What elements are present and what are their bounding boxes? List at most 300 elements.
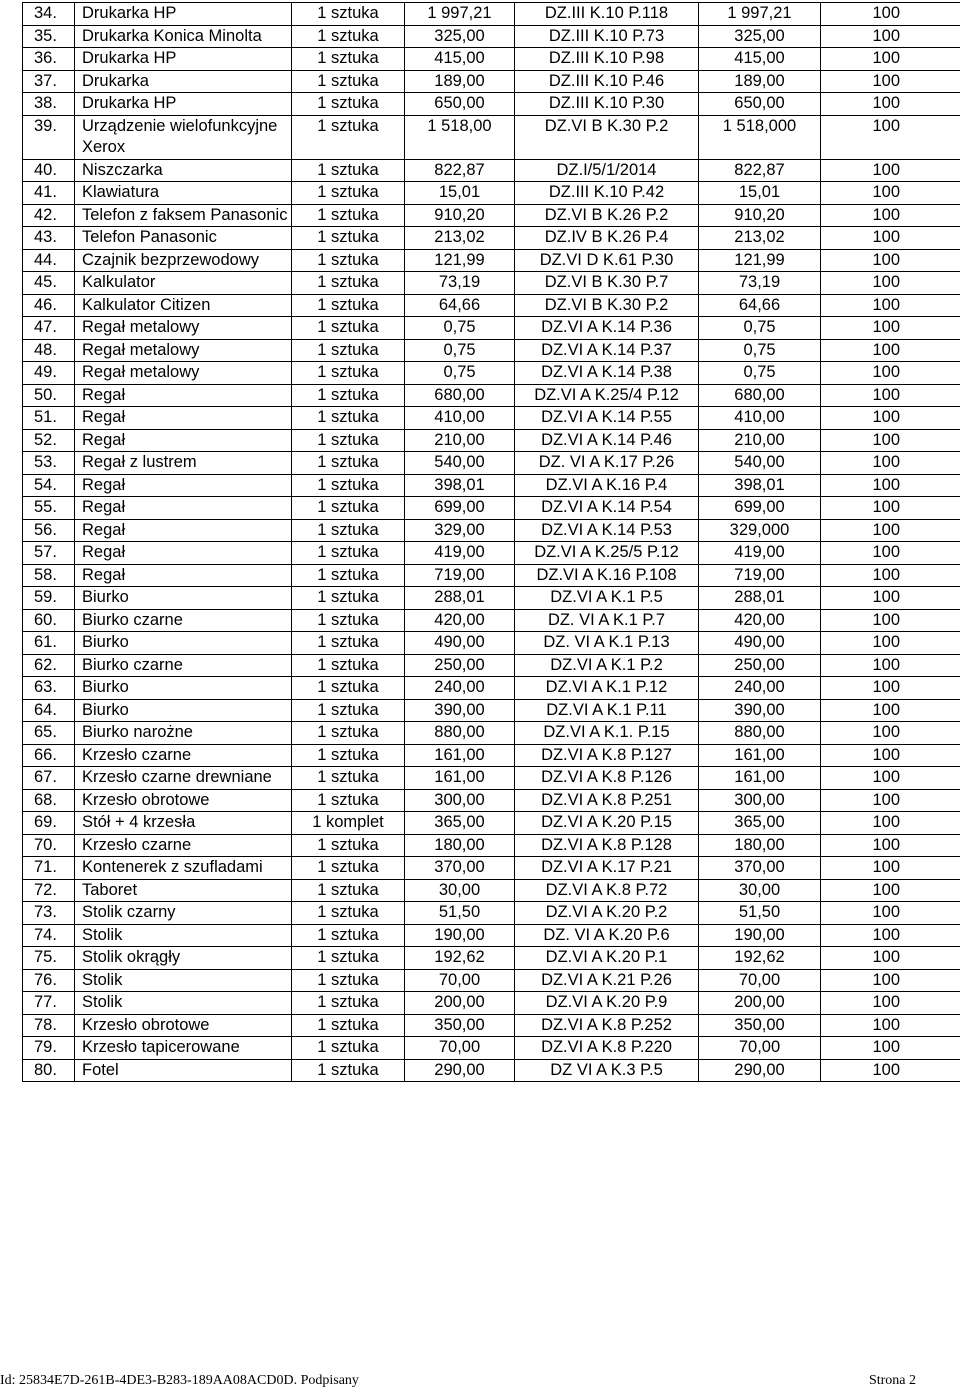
item-quantity-cell: 1 sztuka xyxy=(292,564,405,587)
item-location-cell: DZ.VI A K.8 P.126 xyxy=(515,767,699,790)
item-name-cell: Krzesło obrotowe xyxy=(75,1014,292,1037)
row-number-cell: 66. xyxy=(23,744,75,767)
item-location-cell: DZ.VI A K.1. P.15 xyxy=(515,722,699,745)
item-percent-cell: 100 xyxy=(821,947,960,970)
row-number-cell: 61. xyxy=(23,632,75,655)
item-percent-cell: 100 xyxy=(821,992,960,1015)
item-percent-cell: 100 xyxy=(821,497,960,520)
item-quantity-cell: 1 sztuka xyxy=(292,362,405,385)
row-number-cell: 71. xyxy=(23,857,75,880)
row-number-cell: 45. xyxy=(23,272,75,295)
row-number-cell: 78. xyxy=(23,1014,75,1037)
item-quantity-cell: 1 sztuka xyxy=(292,115,405,159)
item-quantity-cell: 1 sztuka xyxy=(292,227,405,250)
item-book-value-cell: 398,01 xyxy=(699,474,821,497)
item-name-cell: Biurko xyxy=(75,677,292,700)
table-row xyxy=(23,204,960,227)
item-value-cell: 719,00 xyxy=(405,564,515,587)
item-percent-cell: 100 xyxy=(821,1059,960,1082)
item-percent-cell: 100 xyxy=(821,3,960,26)
item-name-cell: Stolik xyxy=(75,992,292,1015)
row-number-cell: 44. xyxy=(23,249,75,272)
item-quantity-cell: 1 sztuka xyxy=(292,947,405,970)
item-quantity-cell: 1 sztuka xyxy=(292,249,405,272)
item-location-cell: DZ.VI A K.14 P.38 xyxy=(515,362,699,385)
item-location-cell: DZ.VI A K.16 P.108 xyxy=(515,564,699,587)
item-percent-cell: 100 xyxy=(821,429,960,452)
document-id-text: Id: 25834E7D-261B-4DE3-B283-189AA08ACD0D. Podpisany xyxy=(0,1373,359,1388)
item-percent-cell: 100 xyxy=(821,519,960,542)
item-location-cell: DZ.VI B K.26 P.2 xyxy=(515,204,699,227)
item-location-cell: DZ.I/5/1/2014 xyxy=(515,159,699,182)
item-value-cell: 325,00 xyxy=(405,25,515,48)
item-value-cell: 415,00 xyxy=(405,48,515,71)
item-book-value-cell: 419,00 xyxy=(699,542,821,565)
item-location-cell: DZ VI A K.3 P.5 xyxy=(515,1059,699,1082)
item-quantity-cell: 1 sztuka xyxy=(292,722,405,745)
item-name-cell: Stół + 4 krzesła xyxy=(75,812,292,835)
item-percent-cell: 100 xyxy=(821,294,960,317)
row-number-cell: 72. xyxy=(23,879,75,902)
inventory-table-body xyxy=(23,3,960,1082)
item-quantity-cell: 1 sztuka xyxy=(292,632,405,655)
table-row xyxy=(23,182,960,205)
row-number-cell: 67. xyxy=(23,767,75,790)
table-row xyxy=(23,70,960,93)
item-location-cell: DZ.III K.10 P.118 xyxy=(515,3,699,26)
item-value-cell: 161,00 xyxy=(405,767,515,790)
table-row xyxy=(23,1059,960,1082)
item-percent-cell: 100 xyxy=(821,339,960,362)
item-book-value-cell: 1 518,000 xyxy=(699,115,821,159)
item-name-cell: Stolik xyxy=(75,924,292,947)
item-value-cell: 1 518,00 xyxy=(405,115,515,159)
item-name-cell: Biurko xyxy=(75,587,292,610)
item-book-value-cell: 420,00 xyxy=(699,609,821,632)
item-quantity-cell: 1 sztuka xyxy=(292,519,405,542)
item-quantity-cell: 1 sztuka xyxy=(292,834,405,857)
item-book-value-cell: 30,00 xyxy=(699,879,821,902)
item-name-cell: Stolik okrągły xyxy=(75,947,292,970)
item-name-cell: Krzesło czarne xyxy=(75,744,292,767)
item-value-cell: 189,00 xyxy=(405,70,515,93)
item-location-cell: DZ.VI A K.14 P.55 xyxy=(515,407,699,430)
row-number-cell: 65. xyxy=(23,722,75,745)
item-percent-cell: 100 xyxy=(821,25,960,48)
item-value-cell: 190,00 xyxy=(405,924,515,947)
item-book-value-cell: 73,19 xyxy=(699,272,821,295)
item-quantity-cell: 1 sztuka xyxy=(292,1014,405,1037)
item-quantity-cell: 1 sztuka xyxy=(292,182,405,205)
row-number-cell: 47. xyxy=(23,317,75,340)
item-name-cell: Telefon Panasonic xyxy=(75,227,292,250)
item-percent-cell: 100 xyxy=(821,902,960,925)
item-value-cell: 0,75 xyxy=(405,362,515,385)
item-value-cell: 73,19 xyxy=(405,272,515,295)
page-number: Strona 2 xyxy=(868,1373,916,1388)
item-location-cell: DZ.VI D K.61 P.30 xyxy=(515,249,699,272)
item-percent-cell: 100 xyxy=(821,249,960,272)
item-percent-cell: 100 xyxy=(821,767,960,790)
table-row xyxy=(23,474,960,497)
item-quantity-cell: 1 sztuka xyxy=(292,767,405,790)
table-row xyxy=(23,452,960,475)
item-value-cell: 880,00 xyxy=(405,722,515,745)
item-location-cell: DZ.III K.10 P.46 xyxy=(515,70,699,93)
table-row xyxy=(23,744,960,767)
item-percent-cell: 100 xyxy=(821,159,960,182)
item-name-cell: Kontenerek z szufladami xyxy=(75,857,292,880)
item-name-cell: Klawiatura xyxy=(75,182,292,205)
item-book-value-cell: 0,75 xyxy=(699,317,821,340)
item-location-cell: DZ.IV B K.26 P.4 xyxy=(515,227,699,250)
item-value-cell: 200,00 xyxy=(405,992,515,1015)
table-row xyxy=(23,992,960,1015)
row-number-cell: 70. xyxy=(23,834,75,857)
item-location-cell: DZ.VI A K.8 P.251 xyxy=(515,789,699,812)
item-value-cell: 329,00 xyxy=(405,519,515,542)
item-name-cell: Kalkulator Citizen xyxy=(75,294,292,317)
item-percent-cell: 100 xyxy=(821,564,960,587)
item-percent-cell: 100 xyxy=(821,699,960,722)
table-row xyxy=(23,812,960,835)
item-name-cell: Krzesło czarne xyxy=(75,834,292,857)
row-number-cell: 42. xyxy=(23,204,75,227)
item-book-value-cell: 822,87 xyxy=(699,159,821,182)
row-number-cell: 80. xyxy=(23,1059,75,1082)
row-number-cell: 50. xyxy=(23,384,75,407)
item-value-cell: 910,20 xyxy=(405,204,515,227)
item-percent-cell: 100 xyxy=(821,654,960,677)
item-percent-cell: 100 xyxy=(821,227,960,250)
table-row xyxy=(23,159,960,182)
item-book-value-cell: 325,00 xyxy=(699,25,821,48)
table-row xyxy=(23,25,960,48)
item-value-cell: 420,00 xyxy=(405,609,515,632)
item-name-cell: Kalkulator xyxy=(75,272,292,295)
item-book-value-cell: 329,000 xyxy=(699,519,821,542)
item-percent-cell: 100 xyxy=(821,609,960,632)
table-row xyxy=(23,362,960,385)
item-location-cell: DZ.VI A K.1 P.12 xyxy=(515,677,699,700)
item-name-cell: Krzesło obrotowe xyxy=(75,789,292,812)
item-value-cell: 161,00 xyxy=(405,744,515,767)
item-value-cell: 1 997,21 xyxy=(405,3,515,26)
item-quantity-cell: 1 sztuka xyxy=(292,3,405,26)
item-location-cell: DZ.VI A K.14 P.53 xyxy=(515,519,699,542)
row-number-cell: 64. xyxy=(23,699,75,722)
item-location-cell: DZ. VI A K.20 P.6 xyxy=(515,924,699,947)
item-value-cell: 250,00 xyxy=(405,654,515,677)
item-quantity-cell: 1 sztuka xyxy=(292,609,405,632)
item-value-cell: 70,00 xyxy=(405,969,515,992)
item-book-value-cell: 70,00 xyxy=(699,969,821,992)
item-name-cell: Czajnik bezprzewodowy xyxy=(75,249,292,272)
item-percent-cell: 100 xyxy=(821,789,960,812)
item-value-cell: 410,00 xyxy=(405,407,515,430)
item-value-cell: 540,00 xyxy=(405,452,515,475)
item-value-cell: 419,00 xyxy=(405,542,515,565)
item-location-cell: DZ.VI A K.20 P.1 xyxy=(515,947,699,970)
item-value-cell: 288,01 xyxy=(405,587,515,610)
table-row xyxy=(23,115,960,159)
row-number-cell: 52. xyxy=(23,429,75,452)
table-row xyxy=(23,587,960,610)
row-number-cell: 76. xyxy=(23,969,75,992)
row-number-cell: 63. xyxy=(23,677,75,700)
item-quantity-cell: 1 komplet xyxy=(292,812,405,835)
item-book-value-cell: 190,00 xyxy=(699,924,821,947)
table-row xyxy=(23,609,960,632)
page-footer xyxy=(0,1373,960,1393)
item-value-cell: 121,99 xyxy=(405,249,515,272)
item-location-cell: DZ.VI A K.1 P.11 xyxy=(515,699,699,722)
item-quantity-cell: 1 sztuka xyxy=(292,902,405,925)
table-row xyxy=(23,317,960,340)
item-name-cell: Biurko narożne xyxy=(75,722,292,745)
item-percent-cell: 100 xyxy=(821,70,960,93)
item-percent-cell: 100 xyxy=(821,1014,960,1037)
item-book-value-cell: 0,75 xyxy=(699,362,821,385)
table-row xyxy=(23,924,960,947)
item-quantity-cell: 1 sztuka xyxy=(292,48,405,71)
item-book-value-cell: 410,00 xyxy=(699,407,821,430)
item-book-value-cell: 1 997,21 xyxy=(699,3,821,26)
item-value-cell: 30,00 xyxy=(405,879,515,902)
item-book-value-cell: 288,01 xyxy=(699,587,821,610)
item-value-cell: 650,00 xyxy=(405,93,515,116)
item-quantity-cell: 1 sztuka xyxy=(292,1037,405,1060)
item-book-value-cell: 0,75 xyxy=(699,339,821,362)
item-name-cell: Regał xyxy=(75,519,292,542)
table-row xyxy=(23,1037,960,1060)
item-name-cell: Regał xyxy=(75,384,292,407)
item-name-cell: Stolik xyxy=(75,969,292,992)
row-number-cell: 51. xyxy=(23,407,75,430)
item-quantity-cell: 1 sztuka xyxy=(292,654,405,677)
item-location-cell: DZ.VI A K.25/4 P.12 xyxy=(515,384,699,407)
item-name-cell: Drukarka HP xyxy=(75,3,292,26)
table-row xyxy=(23,789,960,812)
item-book-value-cell: 880,00 xyxy=(699,722,821,745)
item-percent-cell: 100 xyxy=(821,272,960,295)
table-row xyxy=(23,542,960,565)
item-book-value-cell: 121,99 xyxy=(699,249,821,272)
item-location-cell: DZ.VI A K.20 P.15 xyxy=(515,812,699,835)
row-number-cell: 37. xyxy=(23,70,75,93)
table-row xyxy=(23,3,960,26)
item-name-cell: Stolik czarny xyxy=(75,902,292,925)
item-percent-cell: 100 xyxy=(821,1037,960,1060)
item-name-cell: Regał metalowy xyxy=(75,317,292,340)
table-row xyxy=(23,834,960,857)
row-number-cell: 41. xyxy=(23,182,75,205)
item-quantity-cell: 1 sztuka xyxy=(292,699,405,722)
item-name-cell: Drukarka HP xyxy=(75,48,292,71)
item-quantity-cell: 1 sztuka xyxy=(292,204,405,227)
item-book-value-cell: 300,00 xyxy=(699,789,821,812)
item-percent-cell: 100 xyxy=(821,969,960,992)
item-book-value-cell: 910,20 xyxy=(699,204,821,227)
item-percent-cell: 100 xyxy=(821,384,960,407)
row-number-cell: 68. xyxy=(23,789,75,812)
row-number-cell: 56. xyxy=(23,519,75,542)
item-location-cell: DZ.VI B K.30 P.7 xyxy=(515,272,699,295)
item-percent-cell: 100 xyxy=(821,93,960,116)
item-value-cell: 15,01 xyxy=(405,182,515,205)
item-book-value-cell: 680,00 xyxy=(699,384,821,407)
item-quantity-cell: 1 sztuka xyxy=(292,93,405,116)
item-location-cell: DZ.VI A K.8 P.128 xyxy=(515,834,699,857)
table-row xyxy=(23,654,960,677)
item-percent-cell: 100 xyxy=(821,879,960,902)
item-value-cell: 699,00 xyxy=(405,497,515,520)
item-location-cell: DZ.VI B K.30 P.2 xyxy=(515,115,699,159)
item-value-cell: 64,66 xyxy=(405,294,515,317)
table-row xyxy=(23,699,960,722)
item-value-cell: 300,00 xyxy=(405,789,515,812)
item-percent-cell: 100 xyxy=(821,362,960,385)
item-name-cell: Drukarka Konica Minolta xyxy=(75,25,292,48)
item-location-cell: DZ.VI A K.8 P.127 xyxy=(515,744,699,767)
item-book-value-cell: 650,00 xyxy=(699,93,821,116)
item-value-cell: 51,50 xyxy=(405,902,515,925)
item-percent-cell: 100 xyxy=(821,857,960,880)
row-number-cell: 62. xyxy=(23,654,75,677)
item-name-cell: Biurko czarne xyxy=(75,609,292,632)
row-number-cell: 43. xyxy=(23,227,75,250)
item-name-cell: Telefon z faksem Panasonic xyxy=(75,204,292,227)
item-book-value-cell: 290,00 xyxy=(699,1059,821,1082)
table-row xyxy=(23,407,960,430)
item-name-cell: Krzesło czarne drewniane xyxy=(75,767,292,790)
row-number-cell: 73. xyxy=(23,902,75,925)
item-book-value-cell: 390,00 xyxy=(699,699,821,722)
item-book-value-cell: 250,00 xyxy=(699,654,821,677)
item-name-cell: Regał xyxy=(75,564,292,587)
row-number-cell: 55. xyxy=(23,497,75,520)
item-value-cell: 365,00 xyxy=(405,812,515,835)
item-location-cell: DZ.VI A K.14 P.54 xyxy=(515,497,699,520)
row-number-cell: 34. xyxy=(23,3,75,26)
item-quantity-cell: 1 sztuka xyxy=(292,339,405,362)
item-value-cell: 0,75 xyxy=(405,317,515,340)
table-row xyxy=(23,249,960,272)
table-row xyxy=(23,947,960,970)
item-location-cell: DZ.VI A K.14 P.37 xyxy=(515,339,699,362)
item-quantity-cell: 1 sztuka xyxy=(292,969,405,992)
row-number-cell: 75. xyxy=(23,947,75,970)
item-book-value-cell: 15,01 xyxy=(699,182,821,205)
item-name-cell: Drukarka HP xyxy=(75,93,292,116)
item-percent-cell: 100 xyxy=(821,677,960,700)
item-book-value-cell: 64,66 xyxy=(699,294,821,317)
item-value-cell: 350,00 xyxy=(405,1014,515,1037)
item-value-cell: 680,00 xyxy=(405,384,515,407)
item-location-cell: DZ.VI A K.8 P.220 xyxy=(515,1037,699,1060)
item-location-cell: DZ.VI A K.8 P.72 xyxy=(515,879,699,902)
item-location-cell: DZ.VI A K.14 P.46 xyxy=(515,429,699,452)
item-name-cell: Regał z lustrem xyxy=(75,452,292,475)
item-value-cell: 70,00 xyxy=(405,1037,515,1060)
item-name-cell: Regał metalowy xyxy=(75,339,292,362)
item-percent-cell: 100 xyxy=(821,587,960,610)
item-name-cell: Biurko czarne xyxy=(75,654,292,677)
item-percent-cell: 100 xyxy=(821,204,960,227)
item-quantity-cell: 1 sztuka xyxy=(292,294,405,317)
item-percent-cell: 100 xyxy=(821,452,960,475)
item-quantity-cell: 1 sztuka xyxy=(292,1059,405,1082)
item-location-cell: DZ.VI A K.1 P.5 xyxy=(515,587,699,610)
item-value-cell: 192,62 xyxy=(405,947,515,970)
table-row xyxy=(23,294,960,317)
row-number-cell: 69. xyxy=(23,812,75,835)
item-name-cell: Biurko xyxy=(75,699,292,722)
table-row xyxy=(23,677,960,700)
row-number-cell: 79. xyxy=(23,1037,75,1060)
item-location-cell: DZ.VI A K.25/5 P.12 xyxy=(515,542,699,565)
table-row xyxy=(23,519,960,542)
item-location-cell: DZ.VI A K.17 P.21 xyxy=(515,857,699,880)
item-book-value-cell: 540,00 xyxy=(699,452,821,475)
item-quantity-cell: 1 sztuka xyxy=(292,159,405,182)
item-quantity-cell: 1 sztuka xyxy=(292,317,405,340)
item-name-cell: Regał metalowy xyxy=(75,362,292,385)
item-quantity-cell: 1 sztuka xyxy=(292,452,405,475)
item-quantity-cell: 1 sztuka xyxy=(292,474,405,497)
item-location-cell: DZ.VI A K.14 P.36 xyxy=(515,317,699,340)
table-row xyxy=(23,339,960,362)
item-book-value-cell: 200,00 xyxy=(699,992,821,1015)
item-book-value-cell: 415,00 xyxy=(699,48,821,71)
row-number-cell: 60. xyxy=(23,609,75,632)
item-location-cell: DZ.VI A K.20 P.9 xyxy=(515,992,699,1015)
item-quantity-cell: 1 sztuka xyxy=(292,879,405,902)
row-number-cell: 36. xyxy=(23,48,75,71)
table-row xyxy=(23,969,960,992)
item-book-value-cell: 365,00 xyxy=(699,812,821,835)
item-book-value-cell: 51,50 xyxy=(699,902,821,925)
item-percent-cell: 100 xyxy=(821,924,960,947)
item-book-value-cell: 189,00 xyxy=(699,70,821,93)
item-percent-cell: 100 xyxy=(821,722,960,745)
item-percent-cell: 100 xyxy=(821,182,960,205)
row-number-cell: 38. xyxy=(23,93,75,116)
item-name-cell: Drukarka xyxy=(75,70,292,93)
item-location-cell: DZ.VI A K.16 P.4 xyxy=(515,474,699,497)
item-value-cell: 240,00 xyxy=(405,677,515,700)
item-book-value-cell: 210,00 xyxy=(699,429,821,452)
item-book-value-cell: 699,00 xyxy=(699,497,821,520)
item-quantity-cell: 1 sztuka xyxy=(292,992,405,1015)
row-number-cell: 59. xyxy=(23,587,75,610)
item-percent-cell: 100 xyxy=(821,542,960,565)
item-percent-cell: 100 xyxy=(821,744,960,767)
item-quantity-cell: 1 sztuka xyxy=(292,25,405,48)
item-name-cell: Taboret xyxy=(75,879,292,902)
row-number-cell: 74. xyxy=(23,924,75,947)
item-value-cell: 213,02 xyxy=(405,227,515,250)
table-row xyxy=(23,384,960,407)
item-quantity-cell: 1 sztuka xyxy=(292,429,405,452)
item-name-cell: Biurko xyxy=(75,632,292,655)
row-number-cell: 54. xyxy=(23,474,75,497)
item-percent-cell: 100 xyxy=(821,632,960,655)
item-book-value-cell: 161,00 xyxy=(699,744,821,767)
item-book-value-cell: 490,00 xyxy=(699,632,821,655)
table-row xyxy=(23,857,960,880)
item-name-cell: Regał xyxy=(75,542,292,565)
